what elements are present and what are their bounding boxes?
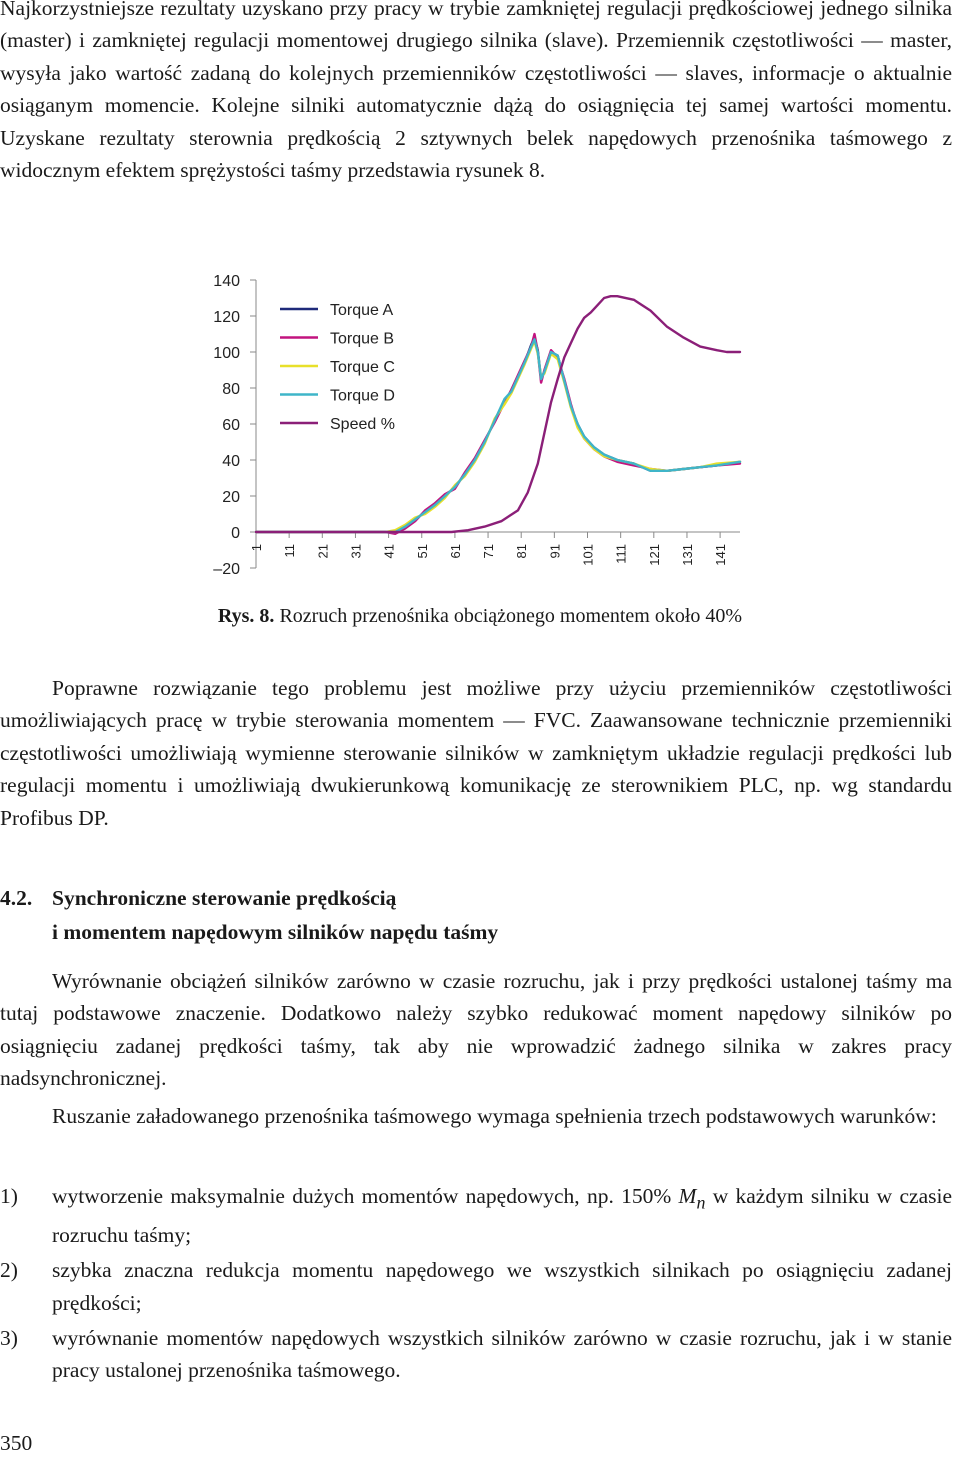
conditions-list bbox=[0, 1180, 952, 1390]
y-tick-label: 100 bbox=[213, 345, 240, 362]
list-marker: 3) bbox=[0, 1325, 18, 1350]
y-tick-label: 60 bbox=[222, 417, 240, 434]
math-subscript: n bbox=[696, 1192, 706, 1213]
list-item bbox=[0, 1322, 952, 1387]
list-item-text: szybka znaczna redukcja momentu napędowego we wszystkich silnikach po osiągnięciu zadanej prędkości; bbox=[52, 1258, 952, 1315]
figure-caption-text: Rozruch przenośnika obciążonego momentem około 40% bbox=[274, 605, 743, 627]
list-marker: 1) bbox=[0, 1184, 18, 1208]
y-tick-label: 140 bbox=[213, 273, 240, 290]
x-tick-label: 131 bbox=[679, 544, 695, 566]
paragraph-solution: Poprawne rozwiązanie tego problemu jest możliwe przy użyciu przemienników częstotliwości umożliwiających pracę w trybie sterowania momentem — FVC. Zaawansowane technicznie przemienniki częstotliwości umożliwiają wymienne sterowanie silników w zamkniętym układzie regulacji prędkości lub regulacji momentu i umożliwiają dwukierunkową komunikację ze sterownikiem PLC, np. wg standardu Profibus DP. bbox=[0, 676, 952, 830]
list-item bbox=[0, 1254, 952, 1319]
x-tick-label: 121 bbox=[646, 544, 662, 566]
list-marker: 2) bbox=[0, 1258, 18, 1283]
x-tick-label: 11 bbox=[282, 544, 298, 558]
list-item-text: wytworzenie maksymalnie dużych momentów napędowych, np. 150% bbox=[52, 1184, 679, 1208]
x-tick-label: 1 bbox=[249, 544, 264, 552]
section-heading bbox=[0, 881, 952, 949]
paragraph-load-balancing: Wyrównanie obciążeń silników zarówno w czasie rozruchu, jak i przy prędkości ustalonej taśmy ma tutaj podstawowe znaczenie. Dodatkowo należy szybko redukować moment napędowy silników po osiągnięciu zadanej prędkości taśmy, tak aby nie wprowadzić żadnego silnika w zakres pracy nadsynchronicznej. bbox=[0, 969, 952, 1091]
x-tick-label: 31 bbox=[348, 544, 364, 559]
y-tick-label: 120 bbox=[213, 309, 240, 326]
y-tick-label: 40 bbox=[222, 453, 240, 470]
legend-label: Torque C bbox=[330, 359, 395, 376]
x-tick-label: 111 bbox=[613, 544, 629, 564]
y-tick-label: 20 bbox=[222, 489, 240, 506]
chart-legend bbox=[278, 292, 411, 442]
section-number: 4.2. bbox=[0, 886, 33, 910]
y-tick-labels bbox=[213, 273, 240, 578]
section-title-line2: i momentem napędowym silników napędu taśmy bbox=[52, 920, 499, 944]
y-tick-label: –20 bbox=[213, 561, 240, 578]
x-tick-label: 81 bbox=[514, 544, 530, 559]
x-tick-label: 71 bbox=[481, 544, 497, 559]
list-item-text: wyrównanie momentów napędowych wszystkich silników zarówno w czasie rozruchu, jak i w stanie pracy ustalonej przenośnika taśmowego. bbox=[52, 1325, 952, 1383]
line-chart bbox=[190, 262, 760, 587]
legend-label: Torque A bbox=[330, 302, 394, 319]
x-tick-label: 91 bbox=[547, 544, 563, 559]
math-symbol: M bbox=[678, 1184, 697, 1208]
legend-label: Torque D bbox=[330, 387, 395, 405]
figure-caption bbox=[0, 600, 960, 632]
list-item-text-cont: w każdym silniku w czasie rozruchu taśmy; bbox=[52, 1184, 952, 1247]
y-tick-label: 80 bbox=[222, 381, 240, 398]
legend-label: Torque B bbox=[330, 330, 395, 348]
list-item bbox=[0, 1180, 952, 1251]
legend-label: Speed % bbox=[330, 416, 395, 433]
y-tick-label: 0 bbox=[231, 525, 240, 542]
x-tick-label: 41 bbox=[381, 544, 397, 559]
x-tick-label: 141 bbox=[713, 544, 729, 566]
paragraph-intro: Najkorzystniejsze rezultaty uzyskano przy pracy w trybie zamkniętej regulacji prędkościowej jednego silnika (master) i zamkniętej regulacji momentowej drugiego silnika (slave). Przemiennik częstotliwości — master, wysyła jako wartość zadaną do kolejnych przemienników częstotliwości — slaves, informacje o aktualnie osiąganym momencie. Kolejne silniki automatycznie dążą do osiągnięcia tej samej wartości momentu. Uzyskane rezultaty sterownia prędkością 2 sztywnych belek napędowych przenośnika taśmowego z widocznym efektem sprężystości taśmy przedstawia rysunek 8. bbox=[0, 0, 952, 183]
x-tick-label: 101 bbox=[580, 544, 596, 566]
x-tick-label: 61 bbox=[447, 544, 463, 559]
section-title-line1: Synchroniczne sterowanie prędkością bbox=[52, 886, 397, 910]
x-tick-label: 51 bbox=[414, 544, 430, 559]
figure-chart bbox=[190, 262, 760, 587]
page-number: 350 bbox=[0, 1431, 33, 1455]
paragraph-conditions-intro: Ruszanie załadowanego przenośnika taśmowego wymaga spełnienia trzech podstawowych warunków: bbox=[52, 1104, 937, 1128]
x-tick-label: 21 bbox=[315, 544, 331, 559]
figure-caption-label: Rys. 8. bbox=[217, 605, 275, 627]
x-tick-labels bbox=[249, 544, 728, 566]
